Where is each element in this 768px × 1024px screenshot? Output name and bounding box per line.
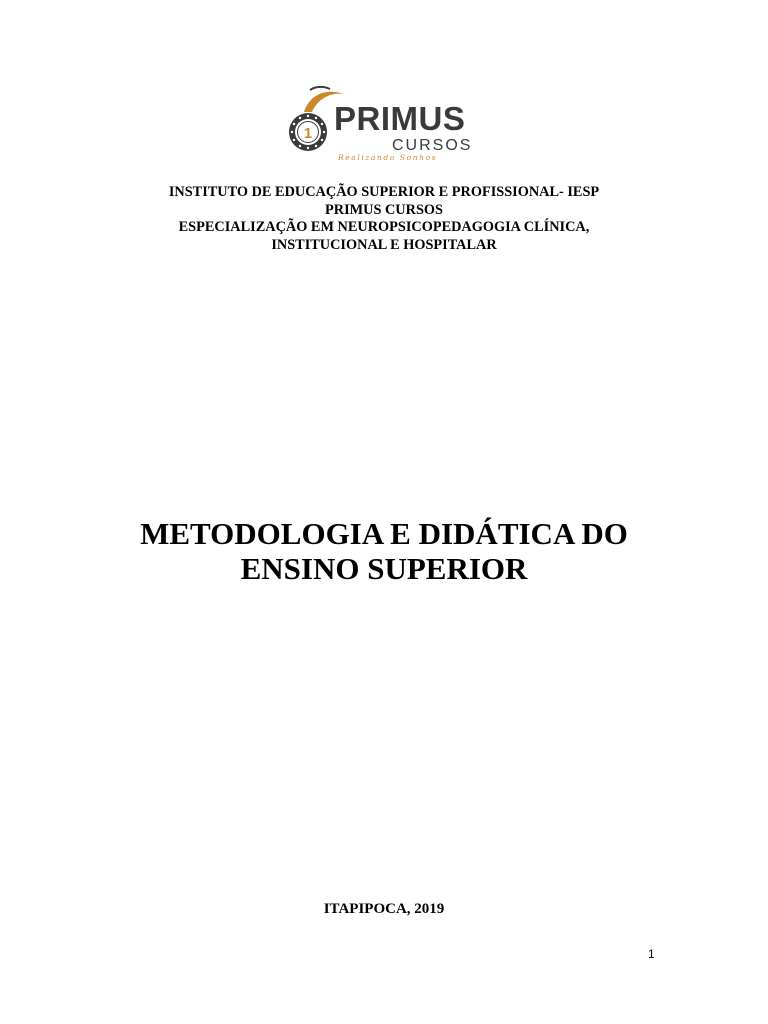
document-title	[0, 516, 768, 586]
city-year: ITAPIPOCA, 2019	[323, 901, 445, 917]
svg-text:PRIMUS: PRIMUS	[334, 100, 466, 137]
primus-cursos-logo	[286, 86, 484, 162]
title-line-1: METODOLOGIA E DIDÁTICA DO	[140, 516, 628, 551]
institution-header	[0, 184, 768, 254]
svg-text:1: 1	[303, 125, 313, 142]
header-line-specialization-cont: INSTITUCIONAL E HOSPITALAR	[271, 236, 497, 253]
svg-text:Realizando Sonhos: Realizando Sonhos	[338, 153, 438, 162]
header-line-brand: PRIMUS CURSOS	[325, 201, 443, 218]
svg-text:CURSOS: CURSOS	[392, 137, 473, 154]
header-line-specialization: ESPECIALIZAÇÃO EM NEUROPSICOPEDAGOGIA CLÍNICA,	[178, 219, 590, 235]
primus-logo-graphic	[286, 86, 484, 162]
page-number: 1	[648, 947, 655, 961]
header-line-institution: INSTITUTO DE EDUCAÇÃO SUPERIOR E PROFISSIONAL- IESP	[168, 184, 600, 200]
title-line-2: ENSINO SUPERIOR	[240, 551, 528, 586]
